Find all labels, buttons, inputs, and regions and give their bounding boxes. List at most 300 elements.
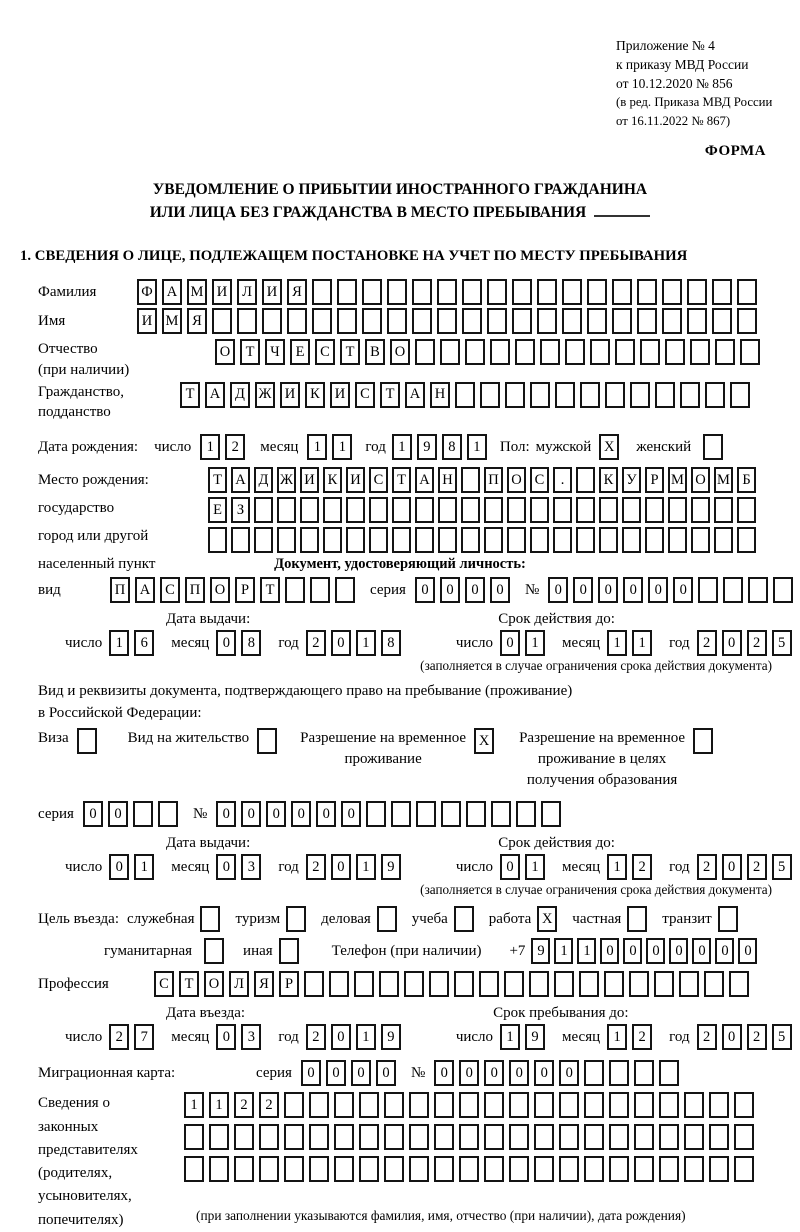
- char-box[interactable]: [335, 577, 355, 603]
- char-box[interactable]: 0: [216, 854, 236, 880]
- char-box[interactable]: 1: [356, 630, 376, 656]
- char-box[interactable]: [366, 801, 386, 827]
- char-box[interactable]: [662, 308, 682, 334]
- char-box[interactable]: [565, 339, 585, 365]
- char-box[interactable]: 0: [646, 938, 665, 964]
- char-box[interactable]: 0: [440, 577, 460, 603]
- char-box[interactable]: [634, 1124, 654, 1150]
- char-box[interactable]: [540, 339, 560, 365]
- char-box[interactable]: 1: [356, 1024, 376, 1050]
- char-box[interactable]: 0: [291, 801, 311, 827]
- char-box[interactable]: [715, 339, 735, 365]
- char-box[interactable]: [509, 1092, 529, 1118]
- char-box[interactable]: Р: [279, 971, 299, 997]
- char-box[interactable]: [484, 527, 503, 553]
- char-box[interactable]: [576, 467, 595, 493]
- char-box[interactable]: П: [185, 577, 205, 603]
- char-box[interactable]: 2: [747, 854, 767, 880]
- char-box[interactable]: [284, 1124, 304, 1150]
- char-box[interactable]: 0: [738, 938, 757, 964]
- char-box[interactable]: С: [369, 467, 388, 493]
- char-box[interactable]: [346, 497, 365, 523]
- char-box[interactable]: 0: [623, 938, 642, 964]
- char-box[interactable]: 7: [134, 1024, 154, 1050]
- char-box[interactable]: [304, 971, 324, 997]
- char-box[interactable]: [200, 906, 220, 932]
- char-box[interactable]: [334, 1092, 354, 1118]
- char-box[interactable]: [634, 1156, 654, 1182]
- char-box[interactable]: 2: [697, 854, 717, 880]
- char-box[interactable]: [415, 497, 434, 523]
- char-box[interactable]: 2: [259, 1092, 279, 1118]
- char-box[interactable]: А: [205, 382, 225, 408]
- char-box[interactable]: 0: [216, 630, 236, 656]
- char-box[interactable]: 2: [747, 1024, 767, 1050]
- char-box[interactable]: 0: [216, 801, 236, 827]
- char-box[interactable]: 0: [316, 801, 336, 827]
- char-box[interactable]: [334, 1156, 354, 1182]
- char-box[interactable]: 2: [234, 1092, 254, 1118]
- char-box[interactable]: [737, 497, 756, 523]
- char-box[interactable]: 9: [381, 1024, 401, 1050]
- char-box[interactable]: [484, 1092, 504, 1118]
- char-box[interactable]: [384, 1156, 404, 1182]
- char-box[interactable]: [512, 308, 532, 334]
- char-box[interactable]: 0: [623, 577, 643, 603]
- char-box[interactable]: [254, 527, 273, 553]
- char-box[interactable]: 0: [83, 801, 103, 827]
- char-box[interactable]: И: [212, 279, 232, 305]
- char-box[interactable]: [362, 279, 382, 305]
- char-box[interactable]: 0: [434, 1060, 454, 1086]
- char-box[interactable]: Т: [340, 339, 360, 365]
- char-box[interactable]: [679, 971, 699, 997]
- char-box[interactable]: [555, 382, 575, 408]
- char-box[interactable]: [487, 279, 507, 305]
- char-box[interactable]: В: [365, 339, 385, 365]
- char-box[interactable]: 5: [772, 854, 792, 880]
- char-box[interactable]: X: [537, 906, 557, 932]
- char-box[interactable]: [684, 1092, 704, 1118]
- char-box[interactable]: 1: [134, 854, 154, 880]
- char-box[interactable]: [709, 1156, 729, 1182]
- char-box[interactable]: [534, 1092, 554, 1118]
- char-box[interactable]: [237, 308, 257, 334]
- char-box[interactable]: Н: [438, 467, 457, 493]
- char-box[interactable]: [579, 971, 599, 997]
- char-box[interactable]: [310, 577, 330, 603]
- char-box[interactable]: 8: [241, 630, 261, 656]
- char-box[interactable]: 1: [467, 434, 487, 460]
- char-box[interactable]: [438, 497, 457, 523]
- char-box[interactable]: 1: [607, 1024, 627, 1050]
- char-box[interactable]: У: [622, 467, 641, 493]
- char-box[interactable]: [584, 1060, 604, 1086]
- char-box[interactable]: [461, 527, 480, 553]
- char-box[interactable]: [687, 279, 707, 305]
- char-box[interactable]: [491, 801, 511, 827]
- char-box[interactable]: [300, 497, 319, 523]
- char-box[interactable]: О: [215, 339, 235, 365]
- char-box[interactable]: Т: [179, 971, 199, 997]
- char-box[interactable]: К: [599, 467, 618, 493]
- char-box[interactable]: Р: [645, 467, 664, 493]
- char-box[interactable]: [409, 1092, 429, 1118]
- char-box[interactable]: [208, 527, 227, 553]
- char-box[interactable]: [507, 497, 526, 523]
- char-box[interactable]: [559, 1092, 579, 1118]
- char-box[interactable]: .: [553, 467, 572, 493]
- char-box[interactable]: С: [154, 971, 174, 997]
- char-box[interactable]: [404, 971, 424, 997]
- char-box[interactable]: 1: [332, 434, 352, 460]
- char-box[interactable]: [748, 577, 768, 603]
- char-box[interactable]: [487, 308, 507, 334]
- char-box[interactable]: [354, 971, 374, 997]
- char-box[interactable]: [416, 801, 436, 827]
- char-box[interactable]: [262, 308, 282, 334]
- char-box[interactable]: Р: [235, 577, 255, 603]
- char-box[interactable]: [605, 382, 625, 408]
- char-box[interactable]: Ф: [137, 279, 157, 305]
- char-box[interactable]: И: [330, 382, 350, 408]
- char-box[interactable]: М: [162, 308, 182, 334]
- char-box[interactable]: [438, 527, 457, 553]
- char-box[interactable]: [461, 497, 480, 523]
- char-box[interactable]: Е: [208, 497, 227, 523]
- char-box[interactable]: Т: [180, 382, 200, 408]
- char-box[interactable]: 2: [632, 1024, 652, 1050]
- char-box[interactable]: [254, 497, 273, 523]
- char-box[interactable]: [391, 801, 411, 827]
- char-box[interactable]: 1: [209, 1092, 229, 1118]
- char-box[interactable]: [212, 308, 232, 334]
- char-box[interactable]: [576, 527, 595, 553]
- char-box[interactable]: [580, 382, 600, 408]
- char-box[interactable]: 2: [306, 1024, 326, 1050]
- char-box[interactable]: [734, 1092, 754, 1118]
- char-box[interactable]: [684, 1156, 704, 1182]
- char-box[interactable]: 0: [331, 854, 351, 880]
- char-box[interactable]: 0: [669, 938, 688, 964]
- char-box[interactable]: 1: [356, 854, 376, 880]
- char-box[interactable]: [277, 497, 296, 523]
- char-box[interactable]: [530, 497, 549, 523]
- char-box[interactable]: [509, 1124, 529, 1150]
- char-box[interactable]: 1: [607, 630, 627, 656]
- char-box[interactable]: [441, 801, 461, 827]
- char-box[interactable]: Т: [208, 467, 227, 493]
- char-box[interactable]: [259, 1156, 279, 1182]
- char-box[interactable]: Б: [737, 467, 756, 493]
- char-box[interactable]: [590, 339, 610, 365]
- char-box[interactable]: 3: [241, 1024, 261, 1050]
- char-box[interactable]: [387, 308, 407, 334]
- char-box[interactable]: [359, 1156, 379, 1182]
- char-box[interactable]: С: [530, 467, 549, 493]
- char-box[interactable]: [459, 1124, 479, 1150]
- char-box[interactable]: [718, 906, 738, 932]
- char-box[interactable]: [279, 938, 299, 964]
- char-box[interactable]: И: [300, 467, 319, 493]
- char-box[interactable]: [622, 527, 641, 553]
- char-box[interactable]: 0: [673, 577, 693, 603]
- char-box[interactable]: [434, 1156, 454, 1182]
- char-box[interactable]: 0: [376, 1060, 396, 1086]
- char-box[interactable]: И: [262, 279, 282, 305]
- char-box[interactable]: [437, 279, 457, 305]
- char-box[interactable]: А: [231, 467, 250, 493]
- char-box[interactable]: [734, 1124, 754, 1150]
- char-box[interactable]: Е: [290, 339, 310, 365]
- char-box[interactable]: 8: [381, 630, 401, 656]
- char-box[interactable]: 6: [134, 630, 154, 656]
- char-box[interactable]: Л: [229, 971, 249, 997]
- char-box[interactable]: [284, 1156, 304, 1182]
- char-box[interactable]: 0: [573, 577, 593, 603]
- char-box[interactable]: 0: [722, 630, 742, 656]
- char-box[interactable]: [337, 308, 357, 334]
- char-box[interactable]: [440, 339, 460, 365]
- char-box[interactable]: [309, 1156, 329, 1182]
- char-box[interactable]: 9: [525, 1024, 545, 1050]
- char-box[interactable]: [734, 1156, 754, 1182]
- char-box[interactable]: Ч: [265, 339, 285, 365]
- char-box[interactable]: [604, 971, 624, 997]
- char-box[interactable]: Я: [187, 308, 207, 334]
- char-box[interactable]: 5: [772, 630, 792, 656]
- char-box[interactable]: [379, 971, 399, 997]
- char-box[interactable]: Я: [254, 971, 274, 997]
- char-box[interactable]: [645, 497, 664, 523]
- char-box[interactable]: 0: [109, 854, 129, 880]
- char-box[interactable]: [559, 1124, 579, 1150]
- char-box[interactable]: [312, 308, 332, 334]
- char-box[interactable]: 0: [241, 801, 261, 827]
- char-box[interactable]: [709, 1124, 729, 1150]
- char-box[interactable]: 2: [306, 854, 326, 880]
- char-box[interactable]: 0: [500, 630, 520, 656]
- char-box[interactable]: [459, 1156, 479, 1182]
- char-box[interactable]: [409, 1124, 429, 1150]
- char-box[interactable]: П: [484, 467, 503, 493]
- char-box[interactable]: [729, 971, 749, 997]
- char-box[interactable]: [541, 801, 561, 827]
- char-box[interactable]: [234, 1156, 254, 1182]
- char-box[interactable]: Ж: [277, 467, 296, 493]
- char-box[interactable]: 0: [415, 577, 435, 603]
- char-box[interactable]: [461, 467, 480, 493]
- char-box[interactable]: 0: [490, 577, 510, 603]
- char-box[interactable]: [377, 906, 397, 932]
- char-box[interactable]: [627, 906, 647, 932]
- char-box[interactable]: 0: [351, 1060, 371, 1086]
- char-box[interactable]: [434, 1092, 454, 1118]
- char-box[interactable]: [158, 801, 178, 827]
- char-box[interactable]: 0: [484, 1060, 504, 1086]
- char-box[interactable]: [285, 577, 305, 603]
- char-box[interactable]: [668, 497, 687, 523]
- char-box[interactable]: [587, 308, 607, 334]
- char-box[interactable]: [698, 577, 718, 603]
- char-box[interactable]: [454, 906, 474, 932]
- char-box[interactable]: [737, 279, 757, 305]
- char-box[interactable]: [387, 279, 407, 305]
- char-box[interactable]: [612, 279, 632, 305]
- char-box[interactable]: [412, 279, 432, 305]
- char-box[interactable]: 1: [632, 630, 652, 656]
- char-box[interactable]: [209, 1124, 229, 1150]
- char-box[interactable]: Т: [392, 467, 411, 493]
- char-box[interactable]: [459, 1092, 479, 1118]
- char-box[interactable]: [507, 527, 526, 553]
- char-box[interactable]: [286, 906, 306, 932]
- char-box[interactable]: [534, 1124, 554, 1150]
- char-box[interactable]: [479, 971, 499, 997]
- char-box[interactable]: [704, 971, 724, 997]
- char-box[interactable]: 2: [632, 854, 652, 880]
- char-box[interactable]: 2: [109, 1024, 129, 1050]
- char-box[interactable]: 0: [301, 1060, 321, 1086]
- char-box[interactable]: И: [280, 382, 300, 408]
- char-box[interactable]: [309, 1092, 329, 1118]
- char-box[interactable]: 1: [500, 1024, 520, 1050]
- char-box[interactable]: М: [668, 467, 687, 493]
- char-box[interactable]: [257, 728, 277, 754]
- char-box[interactable]: [462, 279, 482, 305]
- char-box[interactable]: 1: [184, 1092, 204, 1118]
- char-box[interactable]: [409, 1156, 429, 1182]
- char-box[interactable]: [184, 1124, 204, 1150]
- char-box[interactable]: О: [210, 577, 230, 603]
- char-box[interactable]: З: [231, 497, 250, 523]
- char-box[interactable]: [629, 971, 649, 997]
- char-box[interactable]: [634, 1092, 654, 1118]
- char-box[interactable]: [515, 339, 535, 365]
- char-box[interactable]: Ж: [255, 382, 275, 408]
- char-box[interactable]: С: [160, 577, 180, 603]
- char-box[interactable]: [334, 1124, 354, 1150]
- char-box[interactable]: [637, 279, 657, 305]
- char-box[interactable]: [691, 527, 710, 553]
- char-box[interactable]: С: [315, 339, 335, 365]
- char-box[interactable]: [703, 434, 723, 460]
- char-box[interactable]: [645, 527, 664, 553]
- char-box[interactable]: [712, 308, 732, 334]
- char-box[interactable]: [659, 1060, 679, 1086]
- char-box[interactable]: X: [474, 728, 494, 754]
- char-box[interactable]: [680, 382, 700, 408]
- char-box[interactable]: [553, 497, 572, 523]
- char-box[interactable]: 1: [109, 630, 129, 656]
- char-box[interactable]: [691, 497, 710, 523]
- char-box[interactable]: [693, 728, 713, 754]
- char-box[interactable]: 0: [108, 801, 128, 827]
- char-box[interactable]: [668, 527, 687, 553]
- char-box[interactable]: [484, 497, 503, 523]
- char-box[interactable]: 0: [459, 1060, 479, 1086]
- char-box[interactable]: 9: [417, 434, 437, 460]
- char-box[interactable]: [773, 577, 793, 603]
- char-box[interactable]: 5: [772, 1024, 792, 1050]
- char-box[interactable]: [512, 279, 532, 305]
- char-box[interactable]: 0: [216, 1024, 236, 1050]
- char-box[interactable]: [329, 971, 349, 997]
- char-box[interactable]: 0: [500, 854, 520, 880]
- char-box[interactable]: [730, 382, 750, 408]
- char-box[interactable]: [609, 1060, 629, 1086]
- char-box[interactable]: 1: [577, 938, 596, 964]
- char-box[interactable]: [584, 1156, 604, 1182]
- char-box[interactable]: [484, 1156, 504, 1182]
- char-box[interactable]: [209, 1156, 229, 1182]
- char-box[interactable]: 0: [559, 1060, 579, 1086]
- char-box[interactable]: [584, 1124, 604, 1150]
- char-box[interactable]: 0: [715, 938, 734, 964]
- char-box[interactable]: [690, 339, 710, 365]
- char-box[interactable]: [392, 497, 411, 523]
- char-box[interactable]: [231, 527, 250, 553]
- char-box[interactable]: П: [110, 577, 130, 603]
- char-box[interactable]: [412, 308, 432, 334]
- char-box[interactable]: 0: [509, 1060, 529, 1086]
- char-box[interactable]: 0: [598, 577, 618, 603]
- char-box[interactable]: [714, 527, 733, 553]
- char-box[interactable]: 2: [225, 434, 245, 460]
- char-box[interactable]: М: [187, 279, 207, 305]
- char-box[interactable]: [553, 527, 572, 553]
- char-box[interactable]: [712, 279, 732, 305]
- char-box[interactable]: [369, 527, 388, 553]
- char-box[interactable]: Н: [430, 382, 450, 408]
- char-box[interactable]: [434, 1124, 454, 1150]
- char-box[interactable]: [599, 497, 618, 523]
- char-box[interactable]: [576, 497, 595, 523]
- char-box[interactable]: [740, 339, 760, 365]
- char-box[interactable]: [466, 801, 486, 827]
- char-box[interactable]: [659, 1156, 679, 1182]
- char-box[interactable]: 1: [307, 434, 327, 460]
- char-box[interactable]: [415, 527, 434, 553]
- char-box[interactable]: [437, 308, 457, 334]
- char-box[interactable]: [584, 1092, 604, 1118]
- char-box[interactable]: [346, 527, 365, 553]
- char-box[interactable]: [484, 1124, 504, 1150]
- char-box[interactable]: [359, 1124, 379, 1150]
- char-box[interactable]: 0: [600, 938, 619, 964]
- char-box[interactable]: 2: [697, 630, 717, 656]
- char-box[interactable]: Т: [240, 339, 260, 365]
- char-box[interactable]: [530, 382, 550, 408]
- char-box[interactable]: Т: [380, 382, 400, 408]
- char-box[interactable]: [562, 279, 582, 305]
- char-box[interactable]: А: [162, 279, 182, 305]
- char-box[interactable]: 0: [465, 577, 485, 603]
- char-box[interactable]: [709, 1092, 729, 1118]
- char-box[interactable]: [323, 497, 342, 523]
- char-box[interactable]: М: [714, 467, 733, 493]
- char-box[interactable]: [634, 1060, 654, 1086]
- char-box[interactable]: [204, 938, 224, 964]
- char-box[interactable]: [429, 971, 449, 997]
- char-box[interactable]: [505, 382, 525, 408]
- char-box[interactable]: С: [355, 382, 375, 408]
- char-box[interactable]: [284, 1092, 304, 1118]
- char-box[interactable]: 0: [648, 577, 668, 603]
- char-box[interactable]: [184, 1156, 204, 1182]
- char-box[interactable]: [609, 1092, 629, 1118]
- char-box[interactable]: 8: [442, 434, 462, 460]
